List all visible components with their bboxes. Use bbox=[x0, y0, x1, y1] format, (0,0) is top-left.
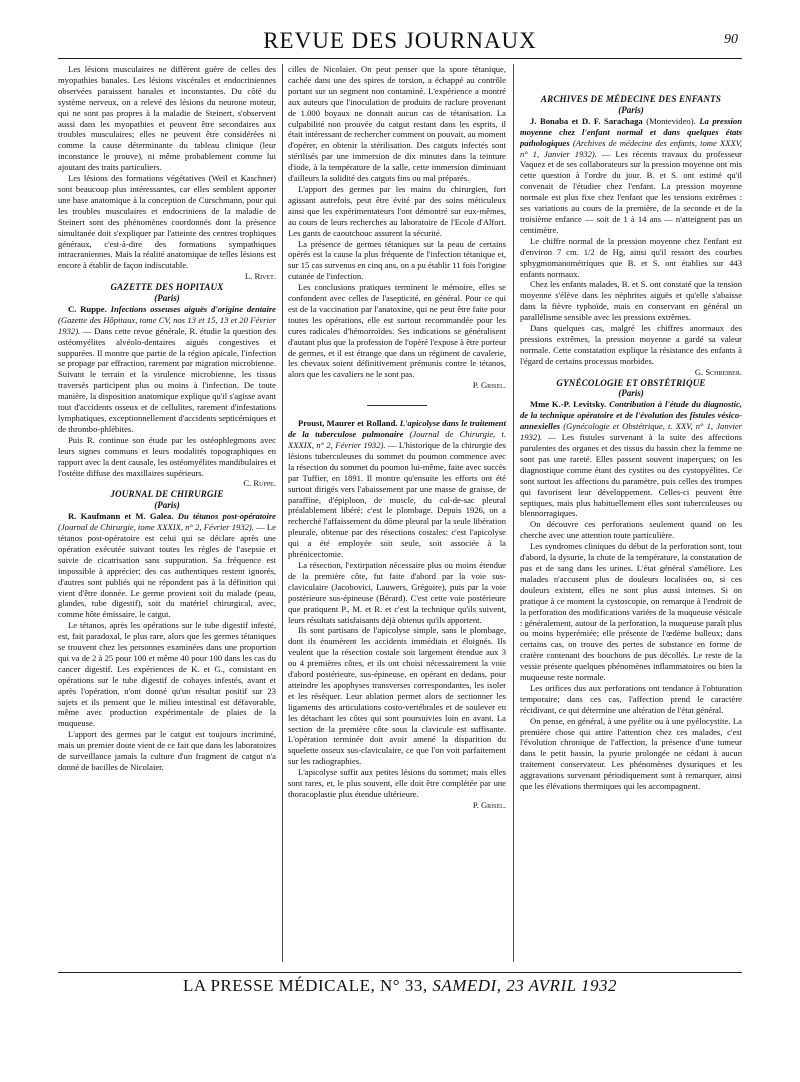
column-left bbox=[58, 64, 276, 966]
article-body: — Les récents travaux du professeur Vaquez et de ses collaborateurs sur la pression moyenne ont mis cette question à l'ordre du jour. B. et S. ont estimé qu'il convenait de l'étudier chez l'enfant. La pression moyenne normale est plus fixe chez l'enfant que les tensions extrêmes : ses variations au cours de la première, de la seconde et de la troisième enfance — soit de 1 à 14 ans — n'atteignent pas un centimètre. bbox=[520, 148, 742, 235]
article-body: — Les fistules survenant à la suite des affections purulentes des organes et des tissus du bassin chez la femme ne sont pas une rareté. Elles passent souvent inaperçues; on les diagnostique comme étant des cystites ou des cystopyélites. Ce sont surtout les affections du paramètre, puis celles des trompes qui favorisent leur développement. Celles-ci peuvent être septiques, mais plus habituellement elles sont tuberculeuses ou blennorragiques. bbox=[520, 432, 742, 519]
article-kaufmann bbox=[58, 511, 276, 620]
article-title: Infections osseuses aiguës d'origine dentaire bbox=[110, 303, 276, 314]
signature: L. Rivet. bbox=[244, 271, 276, 282]
article-body: — Dans cette revue générale, R. étudie la question des ostéomyélites alvéolo-dentaires aiguës congestives et suppurées. Il montre que partie de la région apicale, l'infection se propage par effraction, rarement par migration microbienne. Suivant le terrain et la virulence microbienne, les tissus traversés participent plus ou moins à l'infection. De toute manière, la disposition anatomique explique qu'il s'agisse avant tout d'accidents osseux et de cellulites, rarement d'infestations lymphatiques, exceptionnellement d'accidents septicémiques et de thrombo-phlébites. bbox=[58, 325, 276, 434]
article-proust bbox=[288, 418, 506, 560]
paragraph: L'apport des germes par les mains du chirurgien, fort agissant autrefois, peut être évité par des soins méticuleux ainsi que les expérimentateurs l'ont démontré sur eux-mêmes, au cours de leurs recherches au laboratoire de l'Ecole d'Alfort. Les gants de caoutchouc assurent la sécurité. bbox=[288, 183, 506, 238]
footer-journal-name: LA PRESSE MÉDICALE, bbox=[182, 976, 376, 995]
article-levitsky bbox=[520, 399, 742, 519]
article-authors: Mme K.-P. Levitsky. bbox=[530, 399, 607, 410]
article-authors: C. Ruppe. bbox=[68, 303, 107, 314]
column-middle bbox=[288, 64, 506, 966]
signature: G. Schreiber. bbox=[694, 366, 742, 377]
article-reference: (Journal de Chirurgie, t. XXXIX, n° 2, Février 1932). bbox=[288, 429, 506, 450]
article-reference: (Gynécologie et Obstétrique, t. XXV, n° 1, Janvier 1932). bbox=[520, 421, 742, 443]
article-ruppe bbox=[58, 304, 276, 435]
article-separator bbox=[367, 405, 427, 406]
article-authors: J. Bonaba et D. F. Sarachaga bbox=[530, 115, 643, 126]
section-city: (Paris) bbox=[154, 500, 180, 511]
section-city: (Paris) bbox=[618, 104, 644, 115]
paragraph: Les lésions des formations végétatives (Weil et Kaschner) sont beaucoup plus intéressantes, car elles semblent apporter une base anatomique à la conception de Curschmann, pour qui les troubles musculaires et endocriniens de la maladie de Steinert sont des phénomènes coordonnés dont la présence simultanée doit s'expliquer par l'atteinte des centres trophiques généraux, c'est-à-dire des formations sympathiques intracraniennes. Mais la réalité anatomique de telles lésions est encore à établir de façon indiscutable. bbox=[58, 173, 276, 271]
paragraph: Le tétanos, après les opérations sur le tube digestif infesté, est, fait paradoxal, le plus rare, alors que les germes tétaniques se trouvent chez les personnes examinées dans une proportion qui va de 2 à 25 pour 100 et même 40 pour 100 dans les cas du cancer digestif. Les expériences de K. et G., consistant en opérations sur le tube digestif de cobayes infestés, avant et après l'opération, n'ont donné qu'un résultat positif sur 23 sujets et ils pensent que le milieu intestinal est défavorable, même avec production expérimentale de plaies de la muqueuse. bbox=[58, 620, 276, 729]
footer-issue-number: N° 33, bbox=[380, 976, 428, 995]
signature: C. Ruppe. bbox=[243, 478, 276, 489]
paragraph: On pense, en général, à une pyélite ou à une pyélocystite. La première chose qui attire l'attention chez ces malades, c'est l'évolution chronique de l'affection, la présence d'une tumeur dans le petit bassin, la pyurie prolongée ne cédant à aucun traitement conservateur. Les phénomènes dysuriques et les aggravations survenant périodiquement sont à remarquer, ainsi que les élévations thermiques qui les accompagnent. bbox=[520, 715, 742, 792]
paragraph: La résection, l'extirpation nécessaire plus ou moins étendue de la première côte, fut faite d'abord par la voie sus-claviculaire (Jacobovici, Lauwers, Grégoire), puis par la voie postérieure sus-épineuse (Bérard). C'est cette voie postérieure que pratiquent P., M. et R. et c'est la technique qu'ils suivent, leurs résultats satisfaisants déjà obtenus qu'ils apportent. bbox=[288, 559, 506, 625]
page-footer bbox=[0, 976, 800, 996]
column-divider bbox=[282, 64, 283, 962]
paragraph: Puis R. continue son étude par les ostéophlegmons avec leurs signes communs et leurs modalités topographiques en rapport avec la dent causale, les ostéomyélites mandibulaires et l'ostéite diffuse des maxillaires supérieurs. bbox=[58, 434, 276, 478]
paragraph: L'apport des germes par le catgut est toujours incriminé, mais un premier doute vient de ce fait que dans les laboratoires de surveillance jamais la culture d'un fragment de catgut n'a donné de bacilles de Nicolaier. bbox=[58, 729, 276, 772]
article-title: Contribution à l'étude du diagnostic, de la technique opératoire et de l'évolution des fistules vésico-annexielles bbox=[520, 399, 742, 432]
paragraph: cilles de Nicolaier. On peut penser que la spore tétanique, cachée dans une des spires de torsion, a échappé au contrôle portant sur un segment non contaminé. L'expérience a montré aux auteurs que l'inoculation de produits de raclure provenant de 1.000 boyaux ne donnait aucun cas de tétanisation. La culpabilité non prouvée du catgut restant dans les esprits, il était intéressant de rechercher comment on pouvait, au moment d'opérer, en obtenir la stérilisation. Des catguts infectés sont stérilisés par une immersion de dix minutes dans la teinture d'iode, à la température de la salle, cette immersion diminuant d'ailleurs la solidité des catguts fins ou mal préparés. bbox=[288, 64, 506, 184]
article-body: — L'historique de la chirurgie des lésions tuberculeuses du sommet du poumon commence avec la résection du sommet du poumon lui-même, faite avec succès par Tuffier, en 1891. Il montre qu'ensuite les efforts ont été surtout dirigés vers l'abaissement par une masse de graisse, de paraffine, d'épiploon, de muscle, du cul-de-sac pleural préalablement libéré: c'est le plombage. Depuis 1926, on a recherché l'affaissement du dôme pleural par la seule libération pleurale, obtenue par des résections costales: c'est l'apicolyse qui a été employée soit seule, soit associée à la phrénicectomie. bbox=[288, 440, 506, 560]
section-title-archives: ARCHIVES DE MÉDECINE DES ENFANTS bbox=[540, 94, 722, 104]
article-title: La pression moyenne chez l'enfant normal et dans quelques états pathologiques bbox=[520, 115, 742, 148]
article-body: — Le tétanos post-opératoire est celui qui se déclare après une opération exécutée suivant toutes les règles de l'asepsie et suivie de cicatrisation sans suppuration. Sa fréquence est impossible à apprécier; des cas authentiques restent ignorés, d'autres sont publiés qui ne répondent pas à la définition qui vient d'être donnée. Le germe provient soit du malade (peau, glandes, tube digestif), soit du matériel chirurgical, avec, comme hôte émissaire, le catgut. bbox=[58, 522, 276, 620]
section-title-chirurgie: JOURNAL DE CHIRURGIE bbox=[110, 489, 224, 500]
article-reference: (Journal de Chirurgie, tome XXXIX, n° 2, Février 1932). bbox=[58, 522, 254, 533]
article-reference: (Archives de médecine des enfants, tome XXXV, n° 1, Janvier 1932). bbox=[520, 137, 742, 159]
paragraph: Le chiffre normal de la pression moyenne chez l'enfant est d'environ 7 cm. 1/2 de Hg, ainsi qu'il ressort des courbes sphygmomanométriques que B. et S. ont établies sur 443 enfants normaux. bbox=[520, 235, 742, 279]
paragraph: Les lésions musculaires ne diffèrent guère de celles des myopathies banales. Les lésions viscérales et endocriniennes observées paraissent banales et inconstantes. Du côté du système nerveux, on a relevé des lésions du neurone moteur, qui ne sont pas propres à la maladie de Steinert, s'observent aussi dans les myopathies et peuvent être secondaires aux troubles musculaires; elles ne peuvent être considérées ni comme la cause déterminante du tableau clinique (leur inconstance le prouve), ni même probablement comme lui ajoutant des traits particuliers. bbox=[58, 64, 276, 173]
article-title: Du tétanos post-opératoire bbox=[177, 511, 276, 522]
section-title-gynecologie: GYNÉCOLOGIE ET OBSTÉTRIQUE bbox=[556, 377, 706, 388]
section-city: (Paris) bbox=[618, 388, 644, 399]
footer-date: SAMEDI, 23 AVRIL 1932 bbox=[432, 976, 618, 995]
signature: P. Grisel. bbox=[472, 799, 506, 810]
section-title-gazette: GAZETTE DES HOPITAUX bbox=[110, 282, 224, 293]
paragraph: Les syndromes cliniques du début de la perforation sont, tout d'abord, la dysurie, la chute de la température, la constatation de pus et de sang dans les urines. L'état général s'améliore. Les malades n'accusent plus de douleurs localisées ou, si ces douleurs existent, elles ne sont plus aussi intenses. Si on pratique à ce moment la cystoscopie, on remarque à l'endroit de la perforation des modifications variées de la muqueuse vésicale : généralement, autour de la perforation, la muqueuse paraît plus ou moins hyperémiée; elle présente de l'œdème bulleux; dans certains cas, on trouve des pertes de substance en forme de cratère contenant des bouchons de pus décollés. Le reste de la vessie présente quelques phénomènes inflammatoires ou bien la muqueuse reste normale. bbox=[520, 541, 742, 683]
page-number: 90 bbox=[724, 32, 738, 47]
paragraph: Les conclusions pratiques terminent le mémoire, elles se confondent avec celles de l'asepticité, en général. Pour ce qui est de la vaccination par l'anatoxine, qui ne peut être faite pour toutes les opérations, elle est surtout recommandée pour les cures radicales d'hémorroïdes. Ses indications se généralisent d'autant plus que la profession de l'opéré l'expose à être porteur de germes, et il est étrange que dans un régiment de cavalerie, les chevaux soient définitivement prémunis contre le tétanos, alors que les cavaliers ne le sont pas. bbox=[288, 282, 506, 380]
paragraph: Chez les enfants malades, B. et S. ont constaté que la tension moyenne s'élève dans les néphrites aiguës et qu'elle s'abaisse dans la fièvre typhoïde, mais en conservant en général un parallélisme sensible avec les pressions extrêmes. bbox=[520, 279, 742, 323]
header-rule bbox=[58, 58, 742, 59]
journal-section-title: REVUE DES JOURNAUX bbox=[263, 28, 537, 53]
section-city: (Paris) bbox=[154, 293, 180, 304]
article-authors-place: (Montevideo). bbox=[646, 115, 696, 126]
signature: P. Grisel. bbox=[472, 380, 506, 391]
article-reference: (Gazette des Hôpitaux, tome CV, nos 13 et 15, 13 et 20 Février 1932). bbox=[58, 314, 276, 336]
column-divider bbox=[513, 64, 514, 962]
paragraph: Les orifices dus aux perforations ont tendance à l'obturation temporaire; dans ces cas, l'affection prend le caractère récidivant, ce qui détermine une altération de l'état général. bbox=[520, 682, 742, 715]
article-title: L'apicolyse dans le traitement de la tuberculose pulmonaire bbox=[288, 418, 506, 440]
paragraph: L'apicolyse suffit aux petites lésions du sommet; mais elles sont rares, et, le plus souvent, elle doit être complétée par une thoracoplastie plus étendue ultérieure. bbox=[288, 767, 506, 799]
paragraph: La présence de germes tétaniques sur la peau de certains opérés est la cause la plus fréquente de l'infection tétanique et, sur 15 cas survenus en cinq ans, on a pu établir 11 fois l'origine cutanée de l'infection. bbox=[288, 238, 506, 282]
column-right bbox=[520, 64, 742, 966]
paragraph: Dans quelques cas, malgré les chiffres anormaux des pressions extrêmes, la pression moyenne a gardé sa valeur normale. Cette constatation explique la résistance des enfants à l'égard de certains processus morbides. bbox=[520, 323, 742, 366]
paragraph: Ils sont partisans de l'apicolyse simple, sans le plombage, dont ils énumèrent les accidents immédiats et éloignés. Ils veulent que la résection costale soit largement étendue aux 3 ou 4 premières côtes, et ils ont choisi nécessairement la voie d'abord postérieure, sus-épineuse, en opérant en dedans, pour atteindre les apophyses transverses correspondantes, les isoler et les réséquer. Leur ablation permet alors de sectionner les ligaments des articulations costo-vertébrales et de soulever en les détachant les côtes qui sont poursuivies loin en avant. La section de la première côte sous la clavicule est suffisante. L'opération terminée doit avoir amené la disparition du squelette osseux sus-claviculaire, ce que l'on voit parfaitement sur les radiographies. bbox=[288, 625, 506, 767]
paragraph: On découvre ces perforations seulement quand on les cherche avec une attention toute particulière. bbox=[520, 519, 742, 541]
article-bonaba bbox=[520, 116, 742, 236]
article-authors: Proust, Maurer et Rolland. bbox=[298, 418, 398, 429]
article-authors: R. Kaufmann et M. Galea. bbox=[68, 511, 174, 522]
footer-rule bbox=[58, 972, 742, 973]
